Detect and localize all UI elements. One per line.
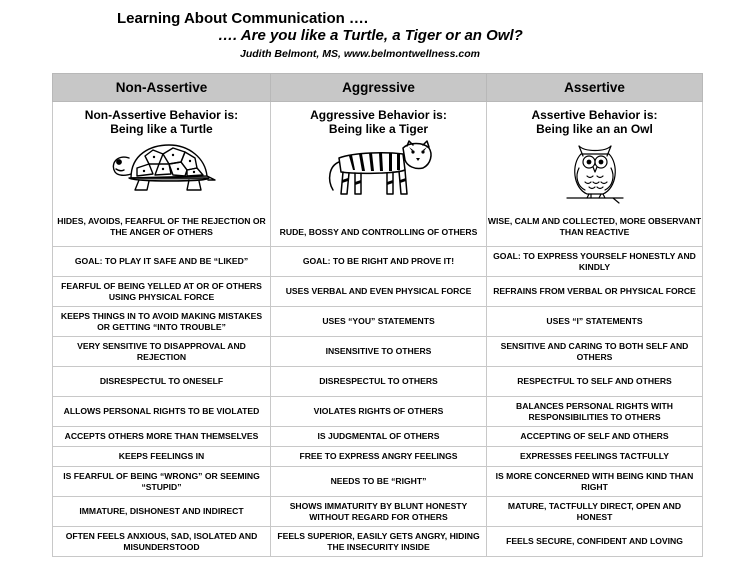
table-row — [53, 277, 703, 307]
table-cell: OFTEN FEELS ANXIOUS, SAD, ISOLATED AND MISUNDERSTOOD — [53, 527, 271, 557]
table-row — [53, 247, 703, 277]
heading-aggressive: Aggressive — [271, 74, 487, 102]
table-cell: FEELS SUPERIOR, EASILY GETS ANGRY, HIDING THE INSECURITY INSIDE — [271, 527, 487, 557]
table-row — [53, 307, 703, 337]
turtle-icon — [107, 142, 217, 194]
table-cell: FEARFUL OF BEING YELLED AT OR OF OTHERS USING PHYSICAL FORCE — [53, 277, 271, 307]
column-headings — [53, 74, 703, 102]
intro-title-line1: Assertive Behavior is: — [531, 108, 658, 122]
tiger-icon — [325, 140, 433, 198]
document-subtitle: …. Are you like a Turtle, a Tiger or an Owl? — [218, 27, 523, 44]
table-cell: RESPECTFUL TO SELF AND OTHERS — [487, 367, 703, 397]
document-header — [0, 0, 736, 72]
table-cell: FREE TO EXPRESS ANGRY FEELINGS — [271, 447, 487, 467]
table-cell: GOAL: TO PLAY IT SAFE AND BE “LIKED” — [53, 247, 271, 277]
owl-icon — [565, 140, 625, 204]
table-cell: GOAL: TO EXPRESS YOURSELF HONESTLY AND KINDLY — [487, 247, 703, 277]
intro-cell-owl — [487, 102, 703, 247]
intro-cell-turtle — [53, 102, 271, 247]
table-row — [53, 447, 703, 467]
table-row — [53, 497, 703, 527]
table-cell: ACCEPTING OF SELF AND OTHERS — [487, 427, 703, 447]
intro-row — [53, 102, 703, 247]
table-cell: USES “YOU” STATEMENTS — [271, 307, 487, 337]
table-row — [53, 427, 703, 447]
table-cell: MATURE, TACTFULLY DIRECT, OPEN AND HONEST — [487, 497, 703, 527]
table-cell: KEEPS THINGS IN TO AVOID MAKING MISTAKES OR GETTING “INTO TROUBLE” — [53, 307, 271, 337]
table-row — [53, 337, 703, 367]
heading-assertive: Assertive — [487, 74, 703, 102]
table-cell: FEELS SECURE, CONFIDENT AND LOVING — [487, 527, 703, 557]
table-cell: IS JUDGMENTAL OF OTHERS — [271, 427, 487, 447]
table-cell: ALLOWS PERSONAL RIGHTS TO BE VIOLATED — [53, 397, 271, 427]
table-cell: IMMATURE, DISHONEST AND INDIRECT — [53, 497, 271, 527]
heading-non-assertive: Non-Assertive — [53, 74, 271, 102]
table-row — [53, 527, 703, 557]
document-author: Judith Belmont, MS, www.belmontwellness.com — [240, 48, 480, 60]
intro-description: HIDES, AVOIDS, FEARFUL OF THE REJECTION OR THE ANGER OF OTHERS — [57, 216, 266, 237]
intro-description: WISE, CALM AND COLLECTED, MORE OBSERVANT THAN REACTIVE — [487, 216, 702, 237]
table-cell: SENSITIVE AND CARING TO BOTH SELF AND OTHERS — [487, 337, 703, 367]
table-cell: GOAL: TO BE RIGHT AND PROVE IT! — [271, 247, 487, 277]
table-row — [53, 397, 703, 427]
table-cell: NEEDS TO BE “RIGHT” — [271, 467, 487, 497]
table-cell: ACCEPTS OTHERS MORE THAN THEMSELVES — [53, 427, 271, 447]
table-cell: IS MORE CONCERNED WITH BEING KIND THAN RIGHT — [487, 467, 703, 497]
intro-description: RUDE, BOSSY AND CONTROLLING OF OTHERS — [279, 227, 478, 237]
intro-title-line1: Non-Assertive Behavior is: — [84, 108, 239, 122]
table-cell: KEEPS FEELINGS IN — [53, 447, 271, 467]
table-cell: USES VERBAL AND EVEN PHYSICAL FORCE — [271, 277, 487, 307]
table-cell: BALANCES PERSONAL RIGHTS WITH RESPONSIBILITIES TO OTHERS — [487, 397, 703, 427]
table-cell: USES “I” STATEMENTS — [487, 307, 703, 337]
table-cell: SHOWS IMMATURITY BY BLUNT HONESTY WITHOUT REGARD FOR OTHERS — [271, 497, 487, 527]
communication-styles-table — [52, 73, 703, 557]
table-cell: VERY SENSITIVE TO DISAPPROVAL AND REJECTION — [53, 337, 271, 367]
intro-cell-tiger — [271, 102, 487, 247]
table-cell: REFRAINS FROM VERBAL OR PHYSICAL FORCE — [487, 277, 703, 307]
document-title: Learning About Communication …. — [117, 10, 369, 27]
table-cell: EXPRESSES FEELINGS TACTFULLY — [487, 447, 703, 467]
intro-title-line1: Aggressive Behavior is: — [310, 108, 447, 122]
intro-title-line2: Being like an an Owl — [536, 122, 653, 136]
table-cell: DISRESPECTUL TO ONESELF — [53, 367, 271, 397]
table-cell: INSENSITIVE TO OTHERS — [271, 337, 487, 367]
intro-title-line2: Being like a Turtle — [110, 122, 213, 136]
intro-title-line2: Being like a Tiger — [328, 122, 429, 136]
table-row — [53, 367, 703, 397]
table-row — [53, 467, 703, 497]
table-cell: DISRESPECTUL TO OTHERS — [271, 367, 487, 397]
table-cell: IS FEARFUL OF BEING “WRONG” OR SEEMING “STUPID” — [53, 467, 271, 497]
table-cell: VIOLATES RIGHTS OF OTHERS — [271, 397, 487, 427]
